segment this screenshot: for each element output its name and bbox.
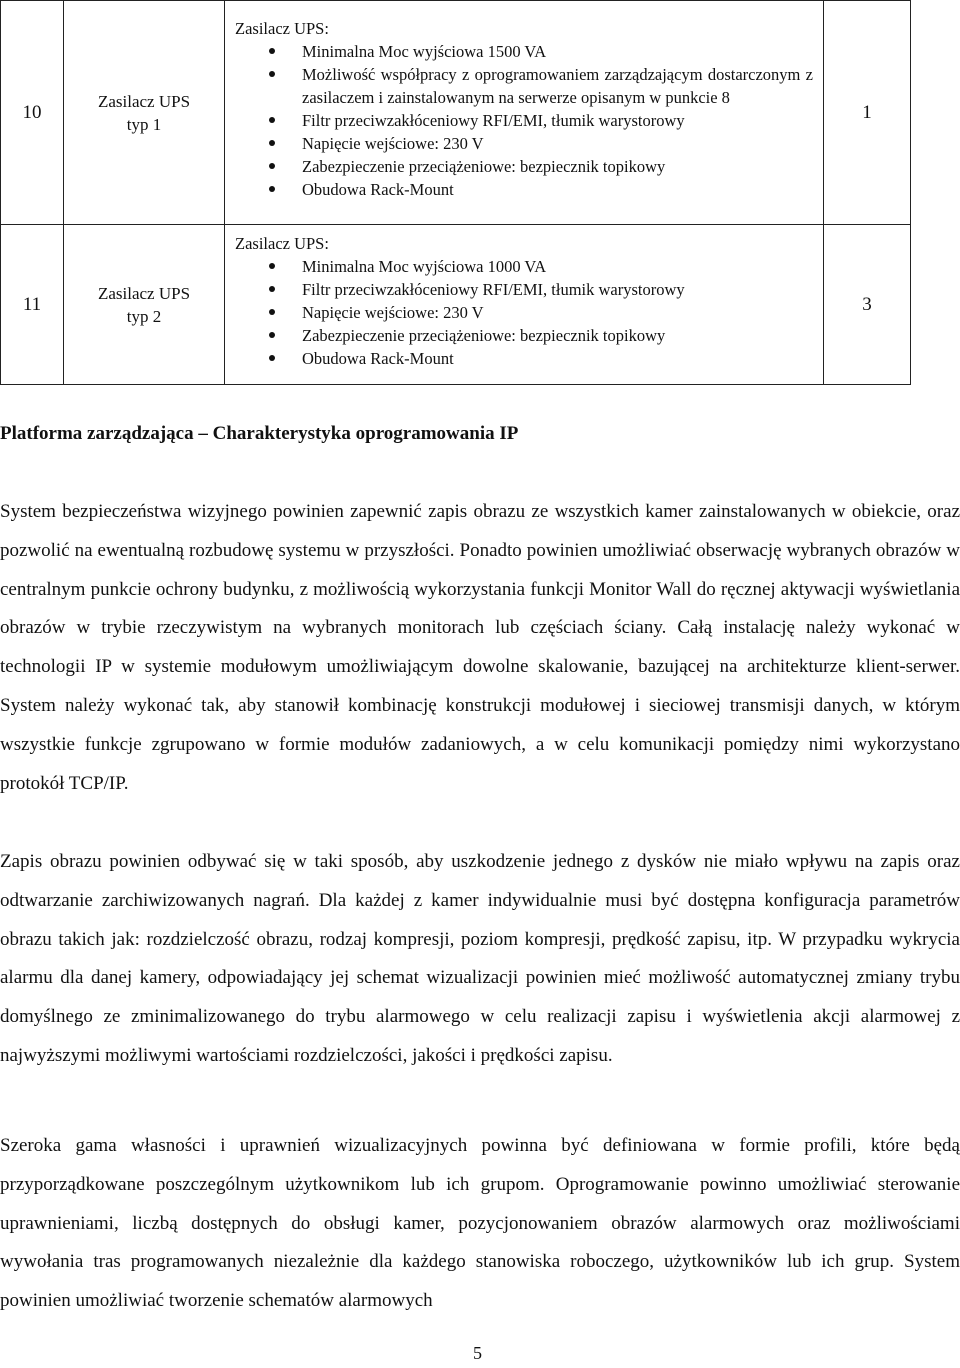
spec-item: Napięcie wejściowe: 230 V [235, 132, 813, 155]
item-description [225, 1, 824, 225]
item-description [225, 225, 824, 385]
item-name-line: typ 2 [126, 306, 162, 326]
spec-item: Filtr przeciwzakłóceniowy RFI/EMI, tłumik warystorowy [235, 278, 813, 301]
item-number: 10 [1, 1, 64, 225]
spec-list [235, 40, 813, 201]
item-name-line: typ 1 [126, 114, 162, 134]
table-row [1, 1, 911, 225]
spec-item: Minimalna Moc wyjściowa 1000 VA [235, 255, 813, 278]
spec-item: Możliwość współpracy z oprogramowaniem zarządzającym dostarczonym z zasilaczem i zainstalowanym na serwerze opisanym w punkcie 8 [235, 63, 813, 109]
body-paragraph: Zapis obrazu powinien odbywać się w taki sposób, aby uszkodzenie jednego z dysków nie miało wpływu na zapis oraz odtwarzanie zarchiwizowanych nagrań. Dla każdej z kamer indywidualnie musi być dostępna konfiguracja parametrów obrazu takich jak: rozdzielczość obrazu, rodzaj kompresji, poziom kompresji, prędkość zapisu, itp. W przypadku wykrycia alarmu dla danej kamery, odpowiadający jej schemat wizualizacji powinien mieć możliwość automatycznej zmiany trybu domyślnego ze zminimalizowanego do trybu alarmowego w celu realizacji zapisu i wyświetlenia akcji alarmowej z najwyższymi możliwymi wartościami rozdzielczości, jakości i prędkości zapisu. [0, 851, 960, 1066]
item-quantity: 1 [824, 1, 911, 225]
spec-list [235, 255, 813, 370]
section-title: Platforma zarządzająca – Charakterystyka oprogramowania IP [0, 423, 519, 444]
item-number: 11 [1, 225, 64, 385]
equipment-spec-table [0, 0, 911, 385]
spec-item: Napięcie wejściowe: 230 V [235, 301, 813, 324]
spec-item: Obudowa Rack-Mount [235, 347, 813, 370]
spec-item: Zabezpieczenie przeciążeniowe: bezpiecznik topikowy [235, 155, 813, 178]
spec-item: Zabezpieczenie przeciążeniowe: bezpiecznik topikowy [235, 324, 813, 347]
spec-item: Filtr przeciwzakłóceniowy RFI/EMI, tłumik warystorowy [235, 109, 813, 132]
item-name-line: Zasilacz UPS [97, 91, 191, 111]
item-name [64, 225, 225, 385]
table-row [1, 225, 911, 385]
item-quantity: 3 [824, 225, 911, 385]
description-heading: Zasilacz UPS: [235, 233, 329, 253]
description-heading: Zasilacz UPS: [235, 18, 329, 38]
body-paragraph: System bezpieczeństwa wizyjnego powinien zapewnić zapis obrazu ze wszystkich kamer zainstalowanych w obiekcie, oraz pozwolić na ewentualną rozbudowę systemu w przyszłości. Ponadto powinien umożliwiać obserwację wybranych obrazów w centralnym punkcie ochrony budynku, z możliwością wykorzystania funkcji Monitor Wall do ręcznej aktywacji wyświetlania obrazów w trybie rzeczywistym na wybranych monitorach lub częściach ściany. Całą instalację należy wykonać w technologii IP w systemie modułowym umożliwiającym dowolne skalowanie, bazującej na architekturze klient-serwer. System należy wykonać tak, aby stanowił kombinację konstrukcji modułowej i sieciowej transmisji danych, w którym wszystkie funkcje zgrupowano w formie modułów zadaniowych, a w celu komunikacji pomiędzy nimi wykorzystano protokół TCP/IP. [0, 501, 960, 794]
spec-item: Obudowa Rack-Mount [235, 178, 813, 201]
page-number: 5 [473, 1343, 482, 1363]
spec-item: Minimalna Moc wyjściowa 1500 VA [235, 40, 813, 63]
body-paragraph: Szeroka gama własności i uprawnień wizualizacyjnych powinna być definiowana w formie profili, które będą przyporządkowane poszczególnym użytkownikom lub ich grupom. Oprogramowanie powinno umożliwiać sterowanie uprawnieniami, liczbą dostępnych do obsługi kamer, pozycjonowaniem obrazów alarmowych oraz możliwościami wywołania tras programowanych niezależnie dla każdego stanowiska roboczego, użytkowników lub ich grup. System powinien umożliwiać tworzenie schematów alarmowych [0, 1135, 960, 1312]
item-name-line: Zasilacz UPS [97, 283, 191, 303]
item-name [64, 1, 225, 225]
